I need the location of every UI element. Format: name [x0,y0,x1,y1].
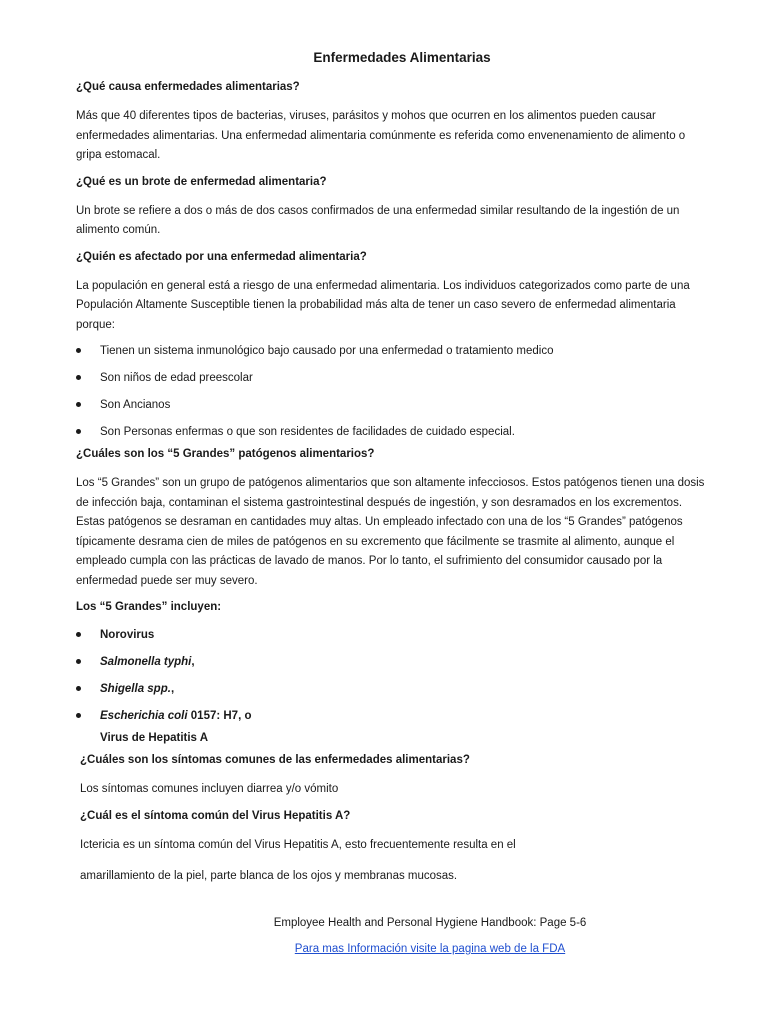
answer-big-five: Los “5 Grandes” son un grupo de patógenos alimentarios que son altamente infecciosos. Estos patógenos tienen una dosis de infección baja, contaminan el sistema gastrointestinal después de ingestión, y son desramados en los excrementos. Estas patógenos se desraman en cantidades muy altas. Un empleado infectado con una de los “5 Grandes” patógenos típicamente desrama cien de miles de patógenos en su excremento que fácilmente se trasmite al alimento, aunque el empleado cumpla con las prácticas de lavado de manos. Por lo tanto, el sufrimiento del consumidor causado por la enfermedad puede ser muy severo. [76,477,705,587]
bullet-icon [76,686,81,691]
handbook-reference: Employee Health and Personal Hygiene Handbook: Page 5-6 [273,917,587,929]
list-item: Escherichia coli 0157: H7, o [76,708,718,730]
question-big-five: ¿Cuáles son los “5 Grandes” patógenos alimentarios? [76,448,375,460]
answer-hepatitis-line-1: Ictericia es un síntoma común del Virus Hepatitis A, esto frecuentemente resulta en el [80,838,516,851]
big-five-list-heading: Los “5 Grandes” incluyen: [76,601,222,613]
list-item: Salmonella typhi, [76,654,718,681]
bullet-icon [76,429,81,434]
question-causes: ¿Qué causa enfermedades alimentarias? [76,81,300,93]
bullet-icon [76,659,81,664]
answer-symptoms: Los síntomas comunes incluyen diarrea y/o vómito [80,783,339,795]
question-symptoms: ¿Cuáles son los síntomas comunes de las enfermedades alimentarias? [80,754,470,766]
answer-hepatitis-line-2: amarillamiento de la piel, parte blanca de los ojos y membranas mucosas. [80,870,458,882]
document-title: Enfermedades Alimentarias [313,50,491,65]
bullet-icon [76,713,81,718]
list-item: Tienen un sistema inmunológico bajo causado por una enfermedad o tratamiento medico [76,343,718,370]
question-hepatitis-symptom: ¿Cuál es el síntoma común del Virus Hepatitis A? [80,809,351,822]
list-item: Son niños de edad preescolar [76,370,718,397]
question-outbreak: ¿Qué es un brote de enfermedad alimentaria? [76,175,327,188]
bullet-icon [76,632,81,637]
list-item: Shigella spp., [76,681,718,708]
bullet-icon [76,375,81,380]
susceptible-list [76,343,718,446]
answer-affected: La populación en general está a riesgo de una enfermedad alimentaria. Los individuos categorizados como parte de una Populación Altamente Susceptible tienen la probabilidad más alta de tener un caso severo de enfermedad alimentaria porque: [76,279,690,331]
question-affected: ¿Quién es afectado por una enfermedad alimentaria? [76,250,367,263]
list-item: Norovirus [76,627,718,654]
pathogen-list [76,627,718,752]
answer-outbreak: Un brote se refiere a dos o más de dos casos confirmados de una enfermedad similar resultando de la ingestión de un alimento común. [76,204,680,236]
fda-website-link[interactable]: Para mas Información visite la pagina web de la FDA [294,943,566,955]
list-item: Son Personas enfermas o que son residentes de facilidades de cuidado especial. [76,424,718,446]
bullet-icon [76,348,81,353]
fda-link-container [0,943,768,955]
list-item: Son Ancianos [76,397,718,424]
bullet-icon [76,402,81,407]
list-item: Virus de Hepatitis A [100,732,209,744]
answer-causes: Más que 40 diferentes tipos de bacterias, viruses, parásitos y mohos que ocurren en los alimentos pueden causar enfermedades alimentarias. Una enfermedad alimentaria comúnmente es referida como envenenamiento de alimento o gripa estomacal. [76,110,686,161]
